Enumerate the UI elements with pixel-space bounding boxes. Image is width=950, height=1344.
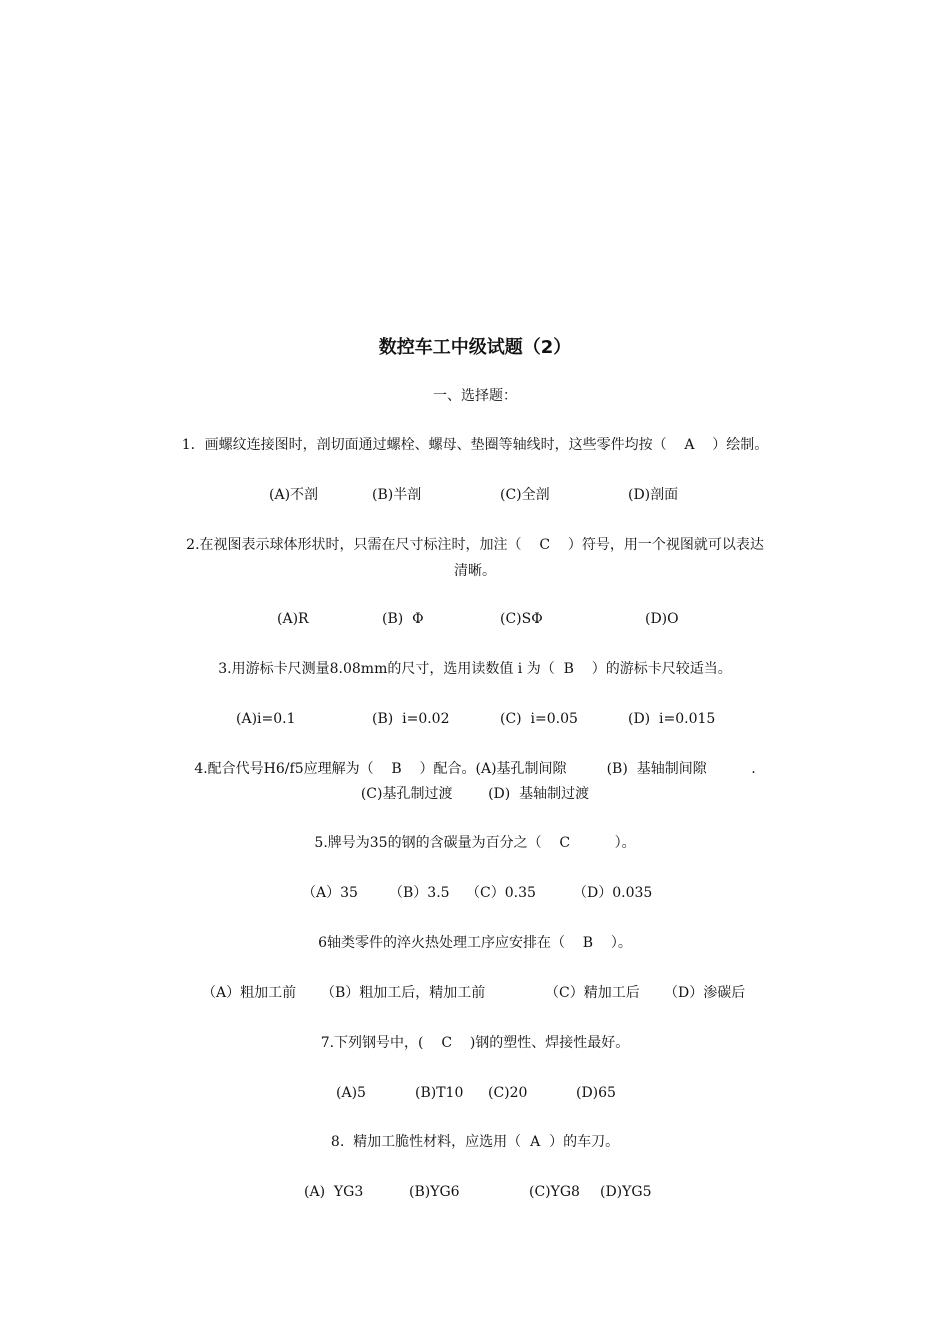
question-4-text-line-2: (C)基孔制过渡 (D) 基轴制过渡 (360, 786, 590, 802)
question-1-option-b: (B)半剖 (372, 487, 422, 503)
question-2-option-d: (D)O (645, 611, 679, 627)
question-7-option-b: (B)T10 (415, 1085, 464, 1101)
question-7-text: 7.下列钢号中，( C )钢的塑性、焊接性最好。 (320, 1035, 630, 1051)
question-6-option-c: （C）精加工后 (545, 985, 640, 1001)
question-8-option-c: (C)YG8 (529, 1184, 580, 1200)
question-1-option-c: (C)全剖 (500, 487, 550, 503)
question-6-option-d: （D）渗碳后 (664, 985, 746, 1001)
question-1-text: 1．画螺纹连接图时，剖切面通过螺栓、螺母、垫圈等轴线时，这些零件均按（ A ）绘制。 (181, 437, 769, 453)
question-3-option-d: (D) i=0.015 (628, 711, 716, 727)
question-3-text: 3.用游标卡尺测量8.08mm的尺寸，选用读数值 i 为（ B ）的游标卡尺较适当。 (218, 661, 732, 677)
question-4-text-line-1: 4.配合代号H6/f5应理解为（ B ）配合。(A)基孔制间隙 (B) 基轴制间隙 . (194, 761, 756, 777)
question-2-option-b: (B) Φ (382, 611, 424, 627)
question-2-text-line-1: 2.在视图表示球体形状时，只需在尺寸标注时，加注（ C ）符号，用一个视图就可以表达 (186, 537, 764, 553)
question-7-option-d: (D)65 (576, 1085, 616, 1101)
question-3-option-c: (C) i=0.05 (500, 711, 578, 727)
question-5-option-a: （A）35 (302, 885, 358, 901)
question-1-option-d: (D)剖面 (628, 487, 679, 503)
question-5-option-d: （D）0.035 (573, 885, 653, 901)
question-2-option-a: (A)R (277, 611, 309, 627)
question-7-option-c: (C)20 (488, 1085, 528, 1101)
section-heading: 一、选择题： (433, 388, 517, 404)
question-8-option-a: (A) YG3 (304, 1184, 364, 1200)
question-2-option-c: (C)SΦ (500, 611, 543, 627)
question-6-option-b: （B）粗加工后，精加工前 (321, 985, 486, 1001)
question-7-option-a: (A)5 (336, 1085, 366, 1101)
question-3-option-a: (A)i=0.1 (236, 711, 296, 727)
question-5-text: 5.牌号为35的钢的含碳量为百分之（ C ）。 (314, 835, 636, 851)
exam-title: 数控车工中级试题（2） (378, 337, 572, 358)
question-8-option-d: (D)YG5 (600, 1184, 652, 1200)
question-8-option-b: (B)YG6 (409, 1184, 460, 1200)
question-2-text-line-2: 清晰。 (454, 563, 496, 579)
question-3-option-b: (B) i=0.02 (372, 711, 450, 727)
question-5-option-c: （C）0.35 (466, 885, 536, 901)
question-6-option-a: （A）粗加工前 (202, 985, 297, 1001)
question-1-option-a: (A)不剖 (269, 487, 319, 503)
question-8-text: 8. 精加工脆性材料，应选用（ A ）的车刀。 (330, 1134, 620, 1150)
question-5-option-b: （B）3.5 (389, 885, 450, 901)
question-6-text: 6轴类零件的淬火热处理工序应安排在（ B ）。 (318, 935, 632, 951)
